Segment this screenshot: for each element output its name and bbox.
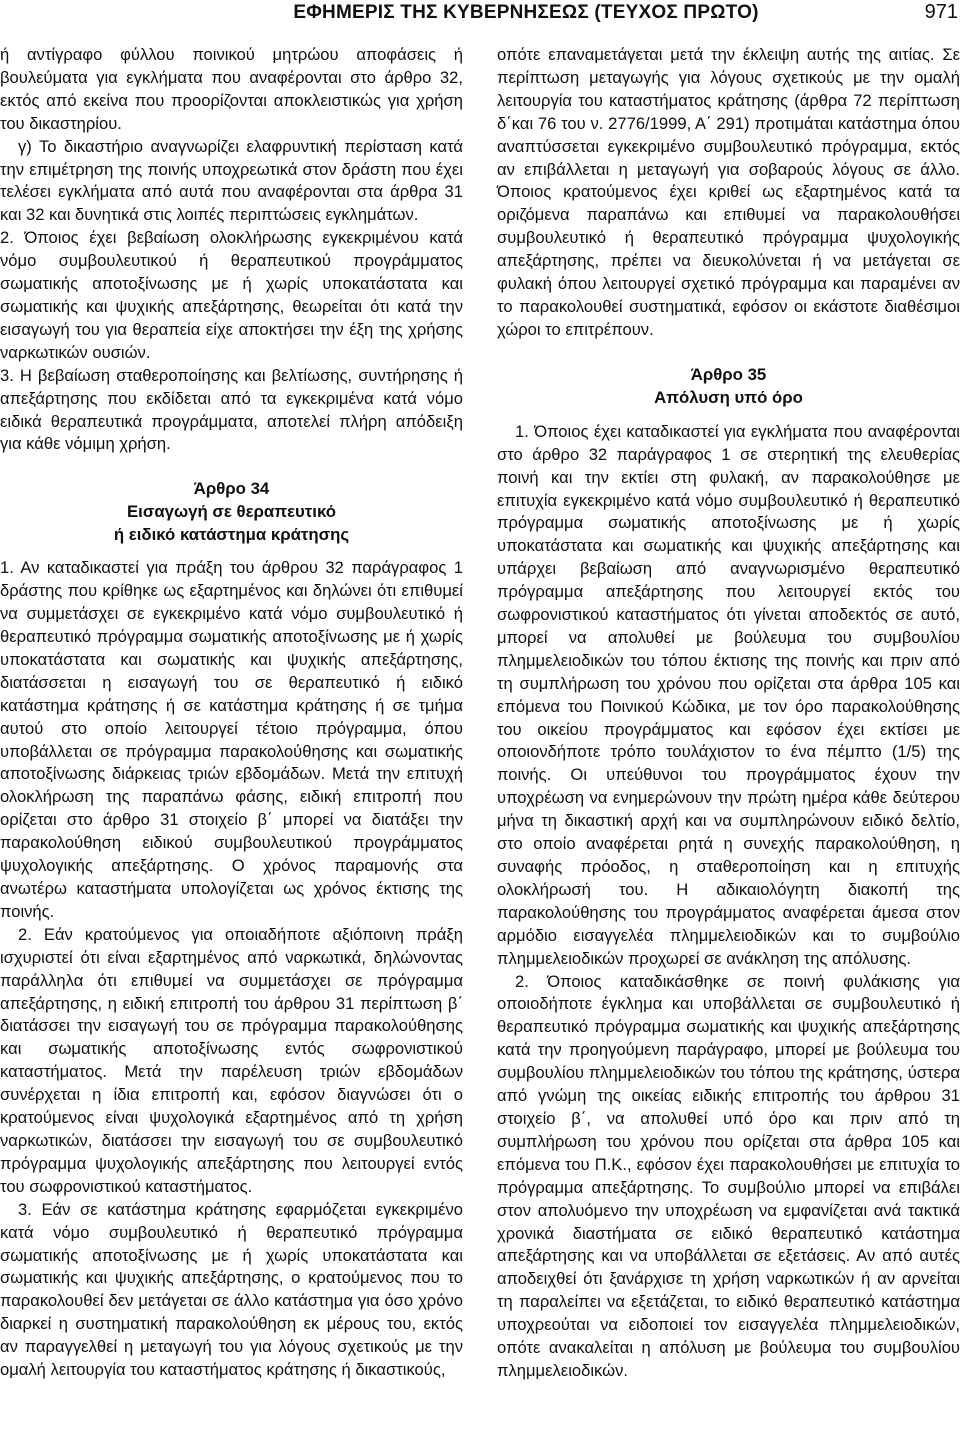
article-number: Άρθρο 34: [193, 479, 270, 499]
paragraph: 3. Η βεβαίωση σταθεροποίησης και βελτίωσης, συντήρησης ή απεξάρτησης που εκδίδεται από τα εγκεκριμένα κατά νόμο ειδικά θεραπευτικά προγράμματα, αποτελεί πλήρη απόδειξη για κάθε νόμιμη χρήση.: [0, 365, 463, 454]
right-column: [497, 44, 960, 1383]
running-head: ΕΦΗΜΕΡΙΣ ΤΗΣ ΚΥΒΕΡΝΗΣΕΩΣ (ΤΕΥΧΟΣ ΠΡΩΤΟ): [293, 2, 759, 23]
article-title: ή ειδικό κατάστημα κράτησης: [113, 525, 350, 545]
article-title: Απόλυση υπό όρο: [654, 387, 803, 407]
article-heading: [497, 363, 960, 409]
article-number: Άρθρο 35: [690, 364, 767, 384]
paragraph: 1. Όποιος έχει καταδικαστεί για εγκλήματα που αναφέρονται στο άρθρο 32 παράγραφος 1 σε στερητική της ελευθερίας ποινή και την εκτίει στη φυλακή, αν παρακολούθησε με επιτυχία εγκεκριμένο κατά νόμο συμβουλευτικό ή θεραπευτικό πρόγραμμα σωματικής αποτοξίνωσης με ή χωρίς υποκατάστατα και σωματικής και ψυχικής απεξάρτησης και υπάρχει βεβαίωση από αναγνωρισμένο θεραπευτικό πρόγραμμα απεξάρτησης που λειτουργεί εκτός του σωφρονιστικού καταστήματος ότι γίνεται αποδεκτός σε αυτό, μπορεί να απολυθεί με βούλευμα του συμβουλίου πλημμελειοδικών του τόπου έκτισης της ποινής και πριν από τη συμπλήρωση του χρόνου που ορίζεται στα άρθρα 105 και επόμενα του Ποινικού Κώδικα, με τον όρο παρακολούθησης του οικείου προγράμματος και εφόσον έχει εκτίσει με οποιονδήποτε τρόπο τουλάχιστον το ένα πέμπτο (1/5) της ποινής. Οι υπεύθυνοι του προγράμματος έχουν την υποχρέωση να ενημερώνουν την πρώτη ημέρα κάθε δεύτερου μήνα τη δικαστική αρχή και να συμπληρώνουν ειδικό δελτίο, στο οποίο αναφέρεται ρητά η συνεχής παρακολούθηση, η συναφής πρόοδος, η σταθεροποίηση και η επιτυχής ολοκλήρωσή του. Η αδικαιολόγητη διακοπή της παρακολούθησης του προγράμματος αναφέρεται άμεσα στον αρμόδιο εισαγγελέα πλημμελειοδικών και το συμβούλιο πλημμελειοδικών προχωρεί σε ανάκληση της απόλυσης.: [497, 421, 960, 968]
paragraph: 2. Όποιος καταδικάσθηκε σε ποινή φυλάκισης για οποιοδήποτε έγκλημα και υποβάλλεται σε συμβουλευτικό ή θεραπευτικό πρόγραμμα σωματικής και ψυχικής απεξάρτησης κατά την προηγούμενη παράγραφο, μπορεί με βούλευμα του συμβουλίου πλημμελειοδικών του τόπου της κράτησης, ύστερα από γνώμη της οικείας ειδικής επιτροπής του άρθρου 31 στοιχείο β΄, να απολυθεί υπό όρο και πριν από τη συμπλήρωση του χρόνου που ορίζεται στα άρθρα 105 και επόμενα του Π.Κ., εφόσον έχει παρακολουθήσει με επιτυχία το πρόγραμμα απεξάρτησης. Το συμβούλιο μπορεί να επιβάλει στον απολυόμενο την υποχρέωση να εμφανίζεται ανά τακτικά χρονικά διαστήματα σε ειδικό θεραπευτικό κατάστημα απεξάρτησης και να υποβάλλεται σε εξετάσεις. Αν από αυτές αποδειχθεί ότι ξανάρχισε τη χρήση ναρκωτικών ή αν αρνείται τη παραλείπει να εξετάζεται, το ειδικό θεραπευτικό κατάστημα υποχρεούται να ειδοποιεί τον εισαγγελέα πλημμελειοδικών, οπότε ανακαλείται η απόλυση με βούλευμα του συμβουλίου πλημμελειοδικών.: [497, 971, 960, 1380]
paragraph: 2. Όποιος έχει βεβαίωση ολοκλήρωσης εγκεκριμένου κατά νόμο συμβουλευτικού ή θεραπευτικού προγράμματος σωματικής αποτοξίνωσης με ή χωρίς υποκατάστατα και σωματικής και ψυχικής απεξάρτησης, θεωρείται ότι κατά την εισαγωγή του για θεραπεία είχε αποκτήσει την έξη της χρήσης ναρκωτικών ουσιών.: [0, 228, 463, 362]
paragraph: 2. Εάν κρατούμενος για οποιαδήποτε αξιόποινη πράξη ισχυριστεί ότι είναι εξαρτημένος από ναρκωτικά, δηλώνοντας παράλληλα ότι επιθυμεί να συμμετάσχει σε πρόγραμμα απεξάρτησης, η ειδική επιτροπή του άρθρου 31 περίπτωση β΄ διατάσσει την εισαγωγή του σε πρόγραμμα παρακολούθησης και σωματικής αποτοξίνωσης εντός σωφρονιστικού καταστήματος. Μετά την παρέλευση τριών εβδομάδων συνέρχεται η ίδια επιτροπή και, εφόσον διαγνώσει ότι ο κρατούμενος είναι ψυχολογικά εξαρτημένος από τη χρήση ναρκωτικών, διατάσσει την εισαγωγή του σε συμβουλευτικό πρόγραμμα ψυχολογικής απεξάρτησης που λειτουργεί εντός του σωφρονιστικού καταστήματος.: [0, 924, 463, 1196]
article-title: Εισαγωγή σε θεραπευτικό: [126, 502, 337, 522]
paragraph: 3. Εάν σε κατάστημα κράτησης εφαρμόζεται εγκεκριμένο κατά νόμο συμβουλευτικό ή θεραπευτικό πρόγραμμα σωματικής αποτοξίνωσης με ή χωρίς υποκατάστατα και σωματικής και ψυχικής απεξάρτησης, ο κρατούμενος που το παρακολουθεί δεν μετάγεται σε άλλο κατάστημα για όσο χρόνο διαρκεί η συστηματική παρακολούθηση εκ μέρους του, εκτός αν παραγγελθεί η μεταγωγή του για λόγους σχετικούς με την ομαλή λειτουργία του καταστήματος κράτησης ή δικαστικούς,: [0, 1199, 463, 1380]
paragraph: γ) Το δικαστήριο αναγνωρίζει ελαφρυντική περίσταση κατά την επιμέτρηση της ποινής υποχρεωτικά στον δράστη που έχει τελέσει εγκλήματα από αυτά που αναφέρονται στα άρθρα 31 και 32 και δυνητικά στις λοιπές περιπτώσεις εγκλημάτων.: [0, 136, 463, 225]
article-heading: [0, 477, 463, 546]
paragraph: 1. Αν καταδικαστεί για πράξη του άρθρου 32 παράγραφος 1 δράστης που κρίθηκε ως εξαρτημένος και δηλώνει ότι επιθυμεί να συμμετάσχει σε εγκεκριμένο κατά νόμο συμβουλευτικό ή θεραπευτικό πρόγραμμα σωματικής αποτοξίνωσης με ή χωρίς υποκατάστατα και σωματικής και ψυχικής απεξάρτησης, διατάσσεται η εισαγωγή του σε θεραπευτικό ή ειδικό κατάστημα κράτησης ή σε κατάστημα κράτησης ή σε τμήμα αυτού στο οποίο λειτουργεί τέτοιο πρόγραμμα, όπου υποβάλλεται σε πρόγραμμα παρακολούθησης και σωματικής αποτοξίνωσης διάρκειας τριών εβδομάδων. Μετά την επιτυχή ολοκλήρωση της παραπάνω φάσης, ειδική επιτροπή που ορίζεται στο άρθρο 31 στοιχείο β΄ μπορεί να διατάξει την παρακολούθηση ειδικού συμβουλευτικού προγράμματος ψυχολογικής απεξάρτησης. Ο χρόνος παραμονής στα ανωτέρω καταστήματα υπολογίζεται ως χρόνος έκτισης της ποινής.: [0, 558, 463, 921]
left-column: [0, 44, 463, 1382]
page-number: 971: [924, 1, 958, 23]
page-header: [0, 0, 960, 36]
paragraph: ή αντίγραφο φύλλου ποινικού μητρώου αποφάσεις ή βουλεύματα για εγκλήματα που αναφέρονται στο άρθρο 32, εκτός από εκείνα που προορίζονται αποκλειστικώς για χρήση του δικαστηρίου.: [0, 45, 463, 133]
paragraph: οπότε επαναμετάγεται μετά την έκλειψη αυτής της αιτίας. Σε περίπτωση μεταγωγής για λόγους σχετικούς με την ομαλή λειτουργία του καταστήματος κράτησης (άρθρα 72 περίπτωση δ΄και 76 του ν. 2776/1999, Α΄ 291) προτιμάται κατάστημα όπου αναπτύσσεται εγκεκριμένο συμβουλευτικό πρόγραμμα, εκτός αν επιβάλλεται η μεταγωγή για σοβαρούς λόγους σε άλλο. Όποιος κρατούμενος έχει κριθεί ως εξαρτημένος κατά τα οριζόμενα παραπάνω και επιθυμεί να παρακολουθήσει συμβουλευτικό ή θεραπευτικό πρόγραμμα ψυχολογικής απεξάρτησης, πρέπει να διευκολύνεται ή να μετάγεται σε φυλακή όπου λειτουργεί σχετικό πρόγραμμα και παραμένει αν το παρακολουθεί συστηματικά, εφόσον οι εκάστοτε διαθέσιμοι χώροι το επιτρέπουν.: [497, 45, 960, 339]
